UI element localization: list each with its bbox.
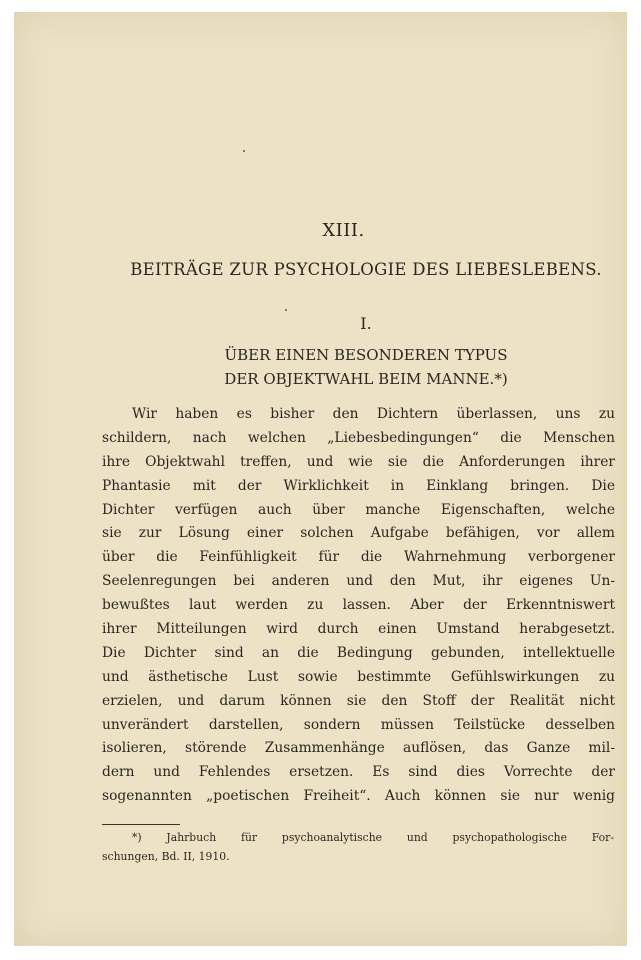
text-line: sie zur Lösung einer solchen Aufgabe befähigen, vor allem [102,525,615,542]
chapter-number: XIII. [322,220,365,241]
text-line: dern und Fehlendes ersetzen. Es sind dies Vorrechte der [102,764,615,781]
text-line: sogenannten „poetischen Freiheit“. Auch können sie nur wenig [102,788,615,805]
text-line: unverändert darstellen, sondern müssen Teilstücke desselben [102,716,615,733]
text-line: Die Dichter sind an die Bedingung gebunden, intellektuelle [102,644,615,661]
text-line: isolieren, störende Zusammenhänge auflösen, das Ganze mil- [102,740,615,757]
subtitle-line: DER OBJEKTWAHL BEIM MANNE.*) [224,370,508,388]
footnote-line: *) Jahrbuch für psychoanalytische und psychopathologische For- [132,831,614,844]
text-line: Dichter verfügen auch über manche Eigenschaften, welche [102,501,615,518]
text-line: Seelenregungen bei anderen und den Mut, ihr eigenes Un- [102,573,615,590]
chapter-title: BEITRÄGE ZUR PSYCHOLOGIE DES LIEBESLEBENS. [130,260,602,279]
text-line: ihre Objektwahl treffen, und wie sie die Anforderungen ihrer [102,453,615,470]
text-line: Phantasie mit der Wirklichkeit in Einklang bringen. Die [102,477,615,494]
text-line: Wir haben es bisher den Dichtern überlassen, uns zu [132,406,615,422]
footnote-divider [102,824,180,825]
paper-speck [285,309,287,311]
paper-speck [243,150,245,152]
text-line: schildern, nach welchen „Liebesbedingungen“ die Menschen [102,429,615,446]
text-line: über die Feinfühligkeit für die Wahrnehmung verborgener [102,549,615,566]
part-subtitle [106,343,626,391]
subtitle-line: ÜBER EINEN BESONDEREN TYPUS [224,346,508,364]
text-line: bewußtes laut werden zu lassen. Aber der Erkenntniswert [102,597,615,614]
text-line: ihrer Mitteilungen wird durch einen Umstand herabgesetzt. [102,621,615,638]
footnote [102,828,614,866]
text-line: und ästhetische Lust sowie bestimmte Gefühlswirkungen zu [102,668,615,685]
book-page [14,12,627,946]
part-number: I. [360,314,372,333]
footnote-line: schungen, Bd. II, 1910. [102,850,230,863]
text-line: erzielen, und darum können sie den Stoff der Realität nicht [102,692,615,709]
body-paragraph [102,403,615,809]
